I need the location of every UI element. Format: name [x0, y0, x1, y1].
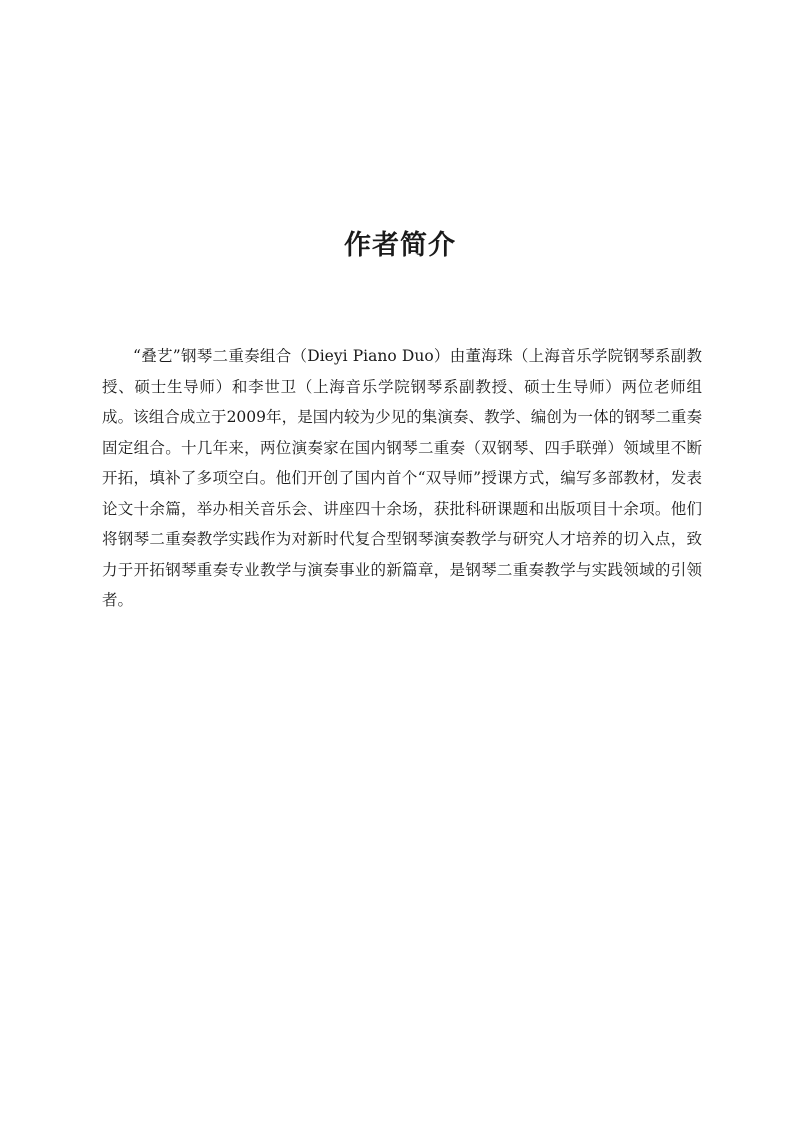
- page-title: 作者简介: [344, 230, 456, 261]
- paragraph: “叠艺”钢琴二重奏组合（Dieyi Piano Duo）由董海珠（上海音乐学院钢琴系副教授、硕士生导师）和李世卫（上海音乐学院钢琴系副教授、硕士生导师）两位老师组成。该组合成立于2009年，是国内较为少见的集演奏、教学、编创为一体的钢琴二重奏固定组合。十几年来，两位演奏家在国内钢琴二重奏（双钢琴、四手联弹）领域里不断开拓，填补了多项空白。他们开创了国内首个“双导师”授课方式，编写多部教材，发表论文十余篇，举办相关音乐会、讲座四十余场，获批科研课题和出版项目十余项。他们将钢琴二重奏教学实践作为对新时代复合型钢琴演奏教学与研究人才培养的切入点，致力于开拓钢琴重奏专业教学与演奏事业的新篇章，是钢琴二重奏教学与实践领域的引领者。: [102, 347, 702, 609]
- body-text: [102, 341, 702, 616]
